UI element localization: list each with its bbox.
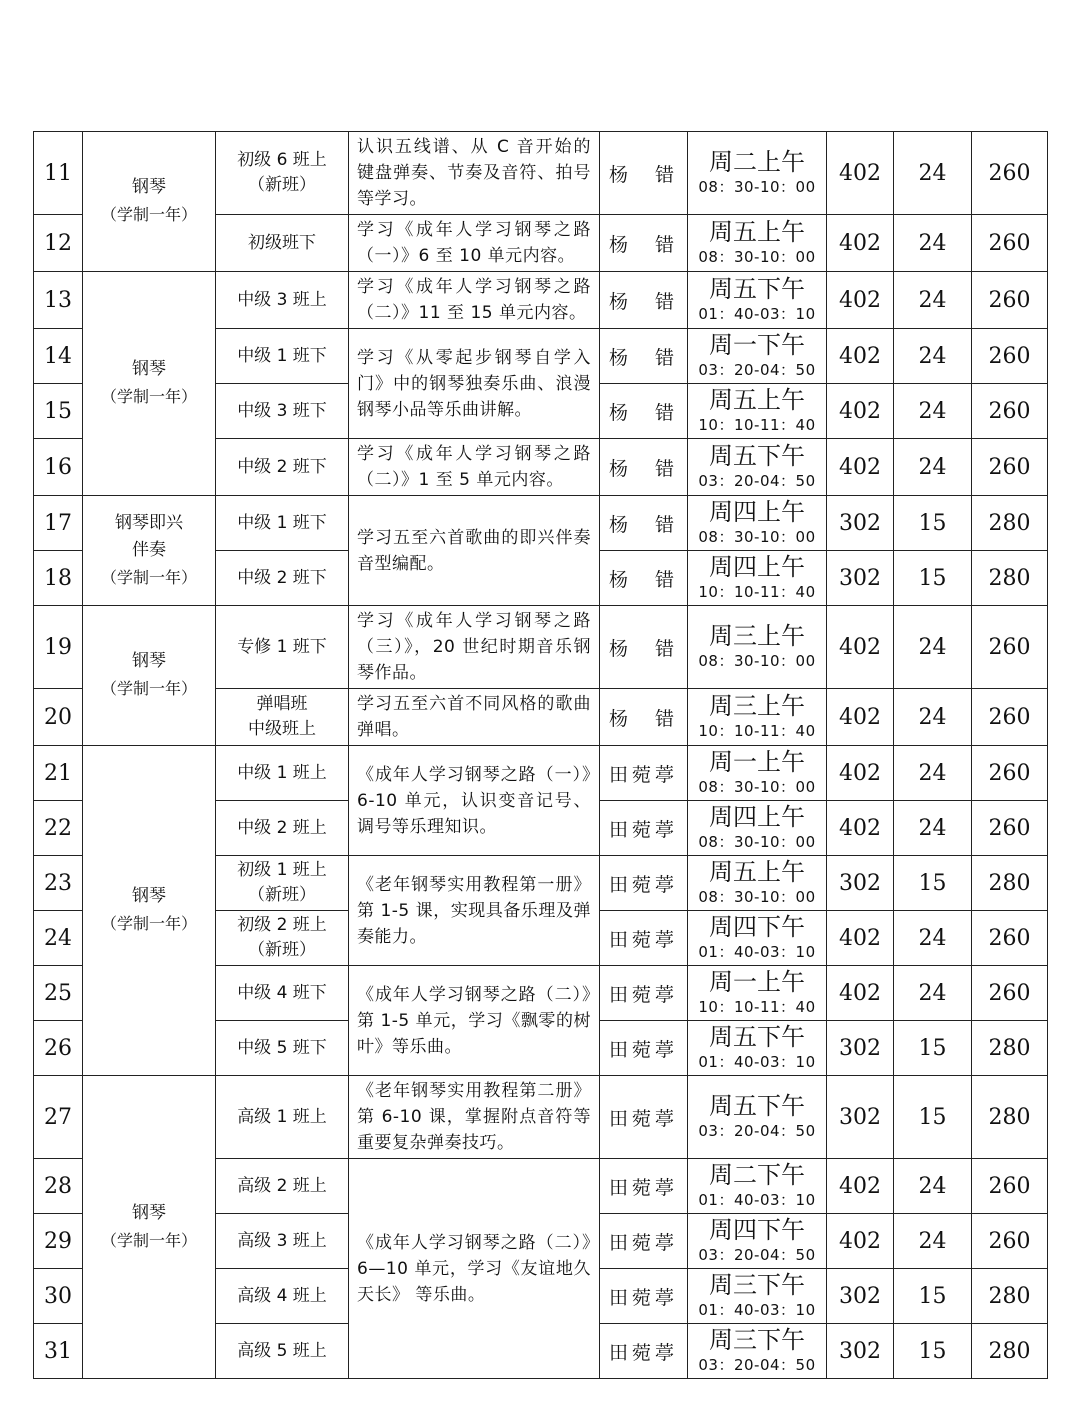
enrollment-cell: 24 [894, 272, 972, 329]
class-time-cell: 周三上午 10：10-11：40 [688, 689, 827, 746]
row-number: 30 [34, 1269, 83, 1324]
classroom-cell: 302 [827, 551, 894, 606]
course-name-cell: 钢琴 （学制一年） [83, 746, 216, 1076]
classroom-cell: 402 [827, 215, 894, 272]
teacher-cell: 杨 错 [600, 689, 688, 746]
class-name-cell: 初级班下 [216, 215, 349, 272]
row-number: 14 [34, 329, 83, 384]
row-number: 18 [34, 551, 83, 606]
class-name-cell: 中级 5 班下 [216, 1021, 349, 1076]
table-row [34, 272, 1048, 329]
row-number: 28 [34, 1159, 83, 1214]
class-time-cell: 周五下午 03：20-04：50 [688, 1076, 827, 1159]
class-time-cell: 周二下午 01：40-03：10 [688, 1159, 827, 1214]
class-name-cell: 高级 3 班上 [216, 1214, 349, 1269]
course-content-cell: 学习《成年人学习钢琴之路（一）》6 至 10 单元内容。 [349, 215, 600, 272]
classroom-cell: 402 [827, 1159, 894, 1214]
class-time-cell: 周三上午 08：30-10：00 [688, 606, 827, 689]
fee-cell: 280 [972, 551, 1048, 606]
class-time-cell: 周五上午 10：10-11：40 [688, 384, 827, 439]
classroom-cell: 302 [827, 856, 894, 911]
row-number: 16 [34, 439, 83, 496]
class-name-cell: 弹唱班 中级班上 [216, 689, 349, 746]
fee-cell: 260 [972, 384, 1048, 439]
class-name-cell: 中级 2 班下 [216, 551, 349, 606]
classroom-cell: 302 [827, 496, 894, 551]
fee-cell: 280 [972, 1021, 1048, 1076]
class-name-cell: 中级 2 班上 [216, 801, 349, 856]
teacher-cell: 田菀葶 [600, 1269, 688, 1324]
row-number: 17 [34, 496, 83, 551]
enrollment-cell: 24 [894, 132, 972, 215]
enrollment-cell: 24 [894, 215, 972, 272]
fee-cell: 260 [972, 215, 1048, 272]
classroom-cell: 402 [827, 746, 894, 801]
classroom-cell: 402 [827, 439, 894, 496]
table-row [34, 132, 1048, 215]
teacher-cell: 杨 错 [600, 384, 688, 439]
teacher-cell: 杨 错 [600, 215, 688, 272]
row-number: 24 [34, 911, 83, 966]
table-row [34, 1076, 1048, 1159]
class-time-cell: 周四下午 03：20-04：50 [688, 1214, 827, 1269]
row-number: 23 [34, 856, 83, 911]
classroom-cell: 402 [827, 606, 894, 689]
classroom-cell: 302 [827, 1324, 894, 1379]
course-name-cell: 钢琴 （学制一年） [83, 272, 216, 496]
course-content-cell: 《成年人学习钢琴之路（一）》6-10 单元，认识变音记号、调号等乐理知识。 [349, 746, 600, 856]
teacher-cell: 田菀葶 [600, 1324, 688, 1379]
class-name-cell: 中级 4 班下 [216, 966, 349, 1021]
teacher-cell: 杨 错 [600, 329, 688, 384]
fee-cell: 260 [972, 911, 1048, 966]
fee-cell: 280 [972, 496, 1048, 551]
class-name-cell: 高级 5 班上 [216, 1324, 349, 1379]
fee-cell: 260 [972, 689, 1048, 746]
class-time-cell: 周三下午 01：40-03：10 [688, 1269, 827, 1324]
fee-cell: 280 [972, 1076, 1048, 1159]
classroom-cell: 402 [827, 966, 894, 1021]
class-time-cell: 周一上午 08：30-10：00 [688, 746, 827, 801]
enrollment-cell: 15 [894, 496, 972, 551]
row-number: 27 [34, 1076, 83, 1159]
class-name-cell: 高级 1 班上 [216, 1076, 349, 1159]
class-time-cell: 周四上午 10：10-11：40 [688, 551, 827, 606]
enrollment-cell: 24 [894, 606, 972, 689]
enrollment-cell: 15 [894, 1324, 972, 1379]
classroom-cell: 402 [827, 801, 894, 856]
fee-cell: 260 [972, 606, 1048, 689]
row-number: 22 [34, 801, 83, 856]
row-number: 15 [34, 384, 83, 439]
class-time-cell: 周一下午 03：20-04：50 [688, 329, 827, 384]
course-name-cell: 钢琴 （学制一年） [83, 606, 216, 746]
teacher-cell: 田菀葶 [600, 966, 688, 1021]
enrollment-cell: 15 [894, 551, 972, 606]
teacher-cell: 杨 错 [600, 439, 688, 496]
class-time-cell: 周一上午 10：10-11：40 [688, 966, 827, 1021]
enrollment-cell: 24 [894, 966, 972, 1021]
teacher-cell: 田菀葶 [600, 856, 688, 911]
class-time-cell: 周五下午 03：20-04：50 [688, 439, 827, 496]
teacher-cell: 田菀葶 [600, 801, 688, 856]
fee-cell: 260 [972, 272, 1048, 329]
row-number: 21 [34, 746, 83, 801]
class-name-cell: 中级 2 班下 [216, 439, 349, 496]
enrollment-cell: 24 [894, 1159, 972, 1214]
classroom-cell: 402 [827, 384, 894, 439]
enrollment-cell: 24 [894, 384, 972, 439]
course-name-cell: 钢琴即兴 伴奏 （学制一年） [83, 496, 216, 606]
enrollment-cell: 24 [894, 689, 972, 746]
course-content-cell: 学习五至六首不同风格的歌曲弹唱。 [349, 689, 600, 746]
course-schedule-table [33, 131, 1048, 1379]
class-name-cell: 初级 6 班上 （新班） [216, 132, 349, 215]
fee-cell: 260 [972, 1214, 1048, 1269]
class-time-cell: 周三下午 03：20-04：50 [688, 1324, 827, 1379]
teacher-cell: 杨 错 [600, 551, 688, 606]
class-name-cell: 中级 1 班上 [216, 746, 349, 801]
course-content-cell: 学习《成年人学习钢琴之路（二）》11 至 15 单元内容。 [349, 272, 600, 329]
class-name-cell: 初级 2 班上 （新班） [216, 911, 349, 966]
fee-cell: 260 [972, 132, 1048, 215]
classroom-cell: 302 [827, 1269, 894, 1324]
course-content-cell: 认识五线谱、从 C 音开始的键盘弹奏、节奏及音符、拍号等学习。 [349, 132, 600, 215]
fee-cell: 260 [972, 966, 1048, 1021]
row-number: 12 [34, 215, 83, 272]
enrollment-cell: 15 [894, 1269, 972, 1324]
class-time-cell: 周五下午 01：40-03：10 [688, 1021, 827, 1076]
enrollment-cell: 24 [894, 911, 972, 966]
course-content-cell: 学习《从零起步钢琴自学入门》中的钢琴独奏乐曲、浪漫钢琴小品等乐曲讲解。 [349, 329, 600, 439]
course-content-cell: 学习《成年人学习钢琴之路（二）》1 至 5 单元内容。 [349, 439, 600, 496]
enrollment-cell: 15 [894, 856, 972, 911]
class-name-cell: 高级 2 班上 [216, 1159, 349, 1214]
fee-cell: 260 [972, 439, 1048, 496]
course-content-cell: 学习五至六首歌曲的即兴伴奏音型编配。 [349, 496, 600, 606]
fee-cell: 280 [972, 1269, 1048, 1324]
enrollment-cell: 24 [894, 1214, 972, 1269]
teacher-cell: 杨 错 [600, 496, 688, 551]
fee-cell: 260 [972, 329, 1048, 384]
row-number: 19 [34, 606, 83, 689]
teacher-cell: 田菀葶 [600, 1076, 688, 1159]
class-name-cell: 中级 3 班上 [216, 272, 349, 329]
row-number: 25 [34, 966, 83, 1021]
course-content-cell: 《老年钢琴实用教程第一册》第 1-5 课，实现具备乐理及弹奏能力。 [349, 856, 600, 966]
course-content-cell: 《老年钢琴实用教程第二册》第 6-10 课，掌握附点音符等重要复杂弹奏技巧。 [349, 1076, 600, 1159]
row-number: 29 [34, 1214, 83, 1269]
row-number: 26 [34, 1021, 83, 1076]
classroom-cell: 302 [827, 1021, 894, 1076]
classroom-cell: 302 [827, 1076, 894, 1159]
enrollment-cell: 24 [894, 746, 972, 801]
teacher-cell: 杨 错 [600, 132, 688, 215]
classroom-cell: 402 [827, 272, 894, 329]
class-time-cell: 周四上午 08：30-10：00 [688, 801, 827, 856]
classroom-cell: 402 [827, 329, 894, 384]
course-name-cell: 钢琴 （学制一年） [83, 1076, 216, 1379]
table-row [34, 746, 1048, 801]
teacher-cell: 田菀葶 [600, 1159, 688, 1214]
enrollment-cell: 15 [894, 1076, 972, 1159]
row-number: 11 [34, 132, 83, 215]
teacher-cell: 杨 错 [600, 272, 688, 329]
course-content-cell: 《成年人学习钢琴之路（二）》第 1-5 单元，学习《飘零的树叶》等乐曲。 [349, 966, 600, 1076]
fee-cell: 280 [972, 1324, 1048, 1379]
class-name-cell: 中级 3 班下 [216, 384, 349, 439]
course-content-cell: 《成年人学习钢琴之路（二）》6—10 单元，学习《友谊地久天长》 等乐曲。 [349, 1159, 600, 1379]
class-time-cell: 周二上午 08：30-10：00 [688, 132, 827, 215]
class-time-cell: 周四下午 01：40-03：10 [688, 911, 827, 966]
classroom-cell: 402 [827, 689, 894, 746]
teacher-cell: 田菀葶 [600, 746, 688, 801]
classroom-cell: 402 [827, 132, 894, 215]
row-number: 20 [34, 689, 83, 746]
class-time-cell: 周五上午 08：30-10：00 [688, 856, 827, 911]
course-content-cell: 学习《成年人学习钢琴之路（三）》，20 世纪时期音乐钢琴作品。 [349, 606, 600, 689]
class-name-cell: 高级 4 班上 [216, 1269, 349, 1324]
class-time-cell: 周四上午 08：30-10：00 [688, 496, 827, 551]
fee-cell: 260 [972, 746, 1048, 801]
row-number: 31 [34, 1324, 83, 1379]
teacher-cell: 田菀葶 [600, 1214, 688, 1269]
enrollment-cell: 24 [894, 801, 972, 856]
table-row [34, 606, 1048, 689]
course-schedule-page [33, 131, 1048, 1379]
teacher-cell: 田菀葶 [600, 1021, 688, 1076]
class-time-cell: 周五上午 08：30-10：00 [688, 215, 827, 272]
class-name-cell: 中级 1 班下 [216, 496, 349, 551]
classroom-cell: 402 [827, 1214, 894, 1269]
course-name-cell: 钢琴 （学制一年） [83, 132, 216, 272]
class-name-cell: 中级 1 班下 [216, 329, 349, 384]
teacher-cell: 田菀葶 [600, 911, 688, 966]
classroom-cell: 402 [827, 911, 894, 966]
enrollment-cell: 24 [894, 329, 972, 384]
fee-cell: 280 [972, 856, 1048, 911]
class-name-cell: 专修 1 班下 [216, 606, 349, 689]
enrollment-cell: 15 [894, 1021, 972, 1076]
fee-cell: 260 [972, 1159, 1048, 1214]
class-time-cell: 周五下午 01：40-03：10 [688, 272, 827, 329]
table-row [34, 496, 1048, 551]
class-name-cell: 初级 1 班上 （新班） [216, 856, 349, 911]
enrollment-cell: 24 [894, 439, 972, 496]
fee-cell: 260 [972, 801, 1048, 856]
row-number: 13 [34, 272, 83, 329]
teacher-cell: 杨 错 [600, 606, 688, 689]
